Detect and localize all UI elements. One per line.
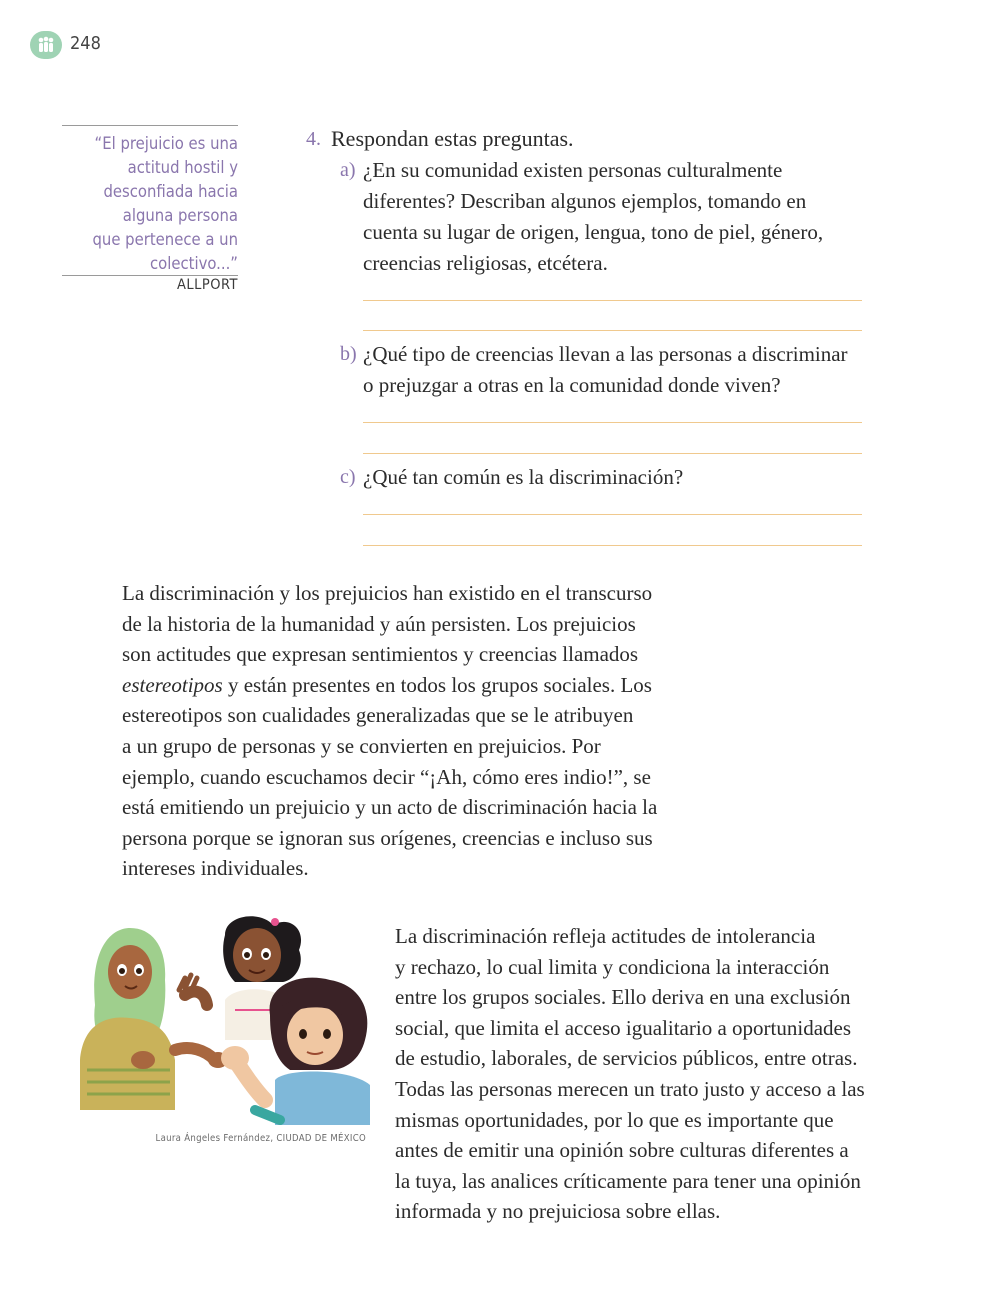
italic-term: estereotipos <box>122 672 223 697</box>
paragraph-line: Todas las personas merecen un trato justo y acceso a las <box>395 1076 865 1101</box>
paragraph-line: La discriminación y los prejuicios han existido en el transcurso <box>122 581 653 605</box>
paragraph-line: son actitudes que expresan sentimientos y creencias llamados <box>122 642 639 667</box>
question-c-letter: c) <box>340 466 356 488</box>
quote-line: desconfiada hacia <box>103 182 238 201</box>
answer-line-b1[interactable] <box>363 422 862 423</box>
question-line: creencias religiosas, etcétera. <box>363 251 608 275</box>
question-a-text <box>363 155 883 279</box>
paragraph-line: mismas oportunidades, por lo que es importante que <box>395 1107 834 1132</box>
quote-line: alguna persona <box>122 206 238 225</box>
paragraph-line: y rechazo, lo cual limita y condiciona la interacción <box>395 954 830 979</box>
question-b-letter: b) <box>340 343 357 365</box>
paragraph-line: antes de emitir una opinión sobre culturas diferentes a <box>395 1138 849 1163</box>
question-c-text <box>363 462 883 493</box>
paragraph-line: estereotipos son cualidades generalizadas que se le atribuyen <box>122 703 634 728</box>
paragraph-line: intereses individuales. <box>122 856 309 881</box>
paragraph-line: entre los grupos sociales. Ello deriva en una exclusión <box>395 985 851 1010</box>
paragraph-line: social, que limita el acceso igualitario a oportunidades <box>395 1015 852 1040</box>
question-line: ¿Qué tipo de creencias llevan a las personas a discriminar <box>363 342 848 366</box>
quote-line: que pertenece a un <box>92 230 238 249</box>
paragraph-line <box>122 670 687 701</box>
paragraph-line: a un grupo de personas y se convierten en prejuicios. Por <box>122 733 601 758</box>
illustration-caption: Laura Ángeles Fernández, CIUDAD DE MÉXICO <box>155 1133 366 1144</box>
answer-line-c2[interactable] <box>363 545 862 546</box>
question-a-letter: a) <box>340 159 356 181</box>
answer-line-a2[interactable] <box>363 330 862 331</box>
paragraph-line: de la historia de la humanidad y aún persisten. Los prejuicios <box>122 611 636 636</box>
sidebar-quote <box>62 132 238 276</box>
children-illustration <box>75 910 375 1130</box>
activity-number: 4. <box>306 128 321 150</box>
page-number: 248 <box>70 33 101 54</box>
quote-author: ALLPORT <box>176 277 238 293</box>
quote-bottom-rule <box>62 275 238 276</box>
girl-hijab-figure <box>80 928 228 1110</box>
question-b-text <box>363 339 883 401</box>
question-line: diferentes? Describan algunos ejemplos, tomando en <box>363 189 807 213</box>
paragraph-discrimination-history <box>122 578 687 884</box>
people-icon <box>36 36 56 54</box>
question-line: ¿En su comunidad existen personas culturalmente <box>363 158 783 182</box>
paragraph-discrimination-effects <box>395 921 885 1227</box>
paragraph-line: La discriminación refleja actitudes de intolerancia <box>395 924 816 948</box>
paragraph-line: ejemplo, cuando escuchamos decir “¡Ah, cómo eres indio!”, se <box>122 764 651 789</box>
answer-line-a1[interactable] <box>363 300 862 301</box>
quote-line: actitud hostil y <box>127 158 238 177</box>
activity-heading: Respondan estas preguntas. <box>331 126 574 151</box>
paragraph-line-rest: y están presentes en todos los grupos sociales. Los <box>222 672 652 697</box>
paragraph-line: informada y no prejuiciosa sobre ellas. <box>395 1199 721 1224</box>
question-line: cuenta su lugar de origen, lengua, tono de piel, género, <box>363 220 824 244</box>
paragraph-line: la tuya, las analices críticamente para tener una opinión <box>395 1168 861 1193</box>
paragraph-line: está emitiendo un prejuicio y un acto de discriminación hacia la <box>122 795 658 820</box>
answer-line-c1[interactable] <box>363 514 862 515</box>
paragraph-line: persona porque se ignoran sus orígenes, creencias e incluso sus <box>122 825 653 850</box>
answer-line-b2[interactable] <box>363 453 862 454</box>
page-badge <box>30 31 62 59</box>
paragraph-line: de estudio, laborales, de servicios públicos, entre otras. <box>395 1046 858 1071</box>
question-line: ¿Qué tan común es la discriminación? <box>363 465 684 489</box>
quote-line: “El prejuicio es una <box>94 134 238 153</box>
quote-line: colectivo...” <box>149 254 238 273</box>
question-line: o prejuzgar a otras en la comunidad donde viven? <box>363 373 781 397</box>
quote-top-rule <box>62 125 238 126</box>
